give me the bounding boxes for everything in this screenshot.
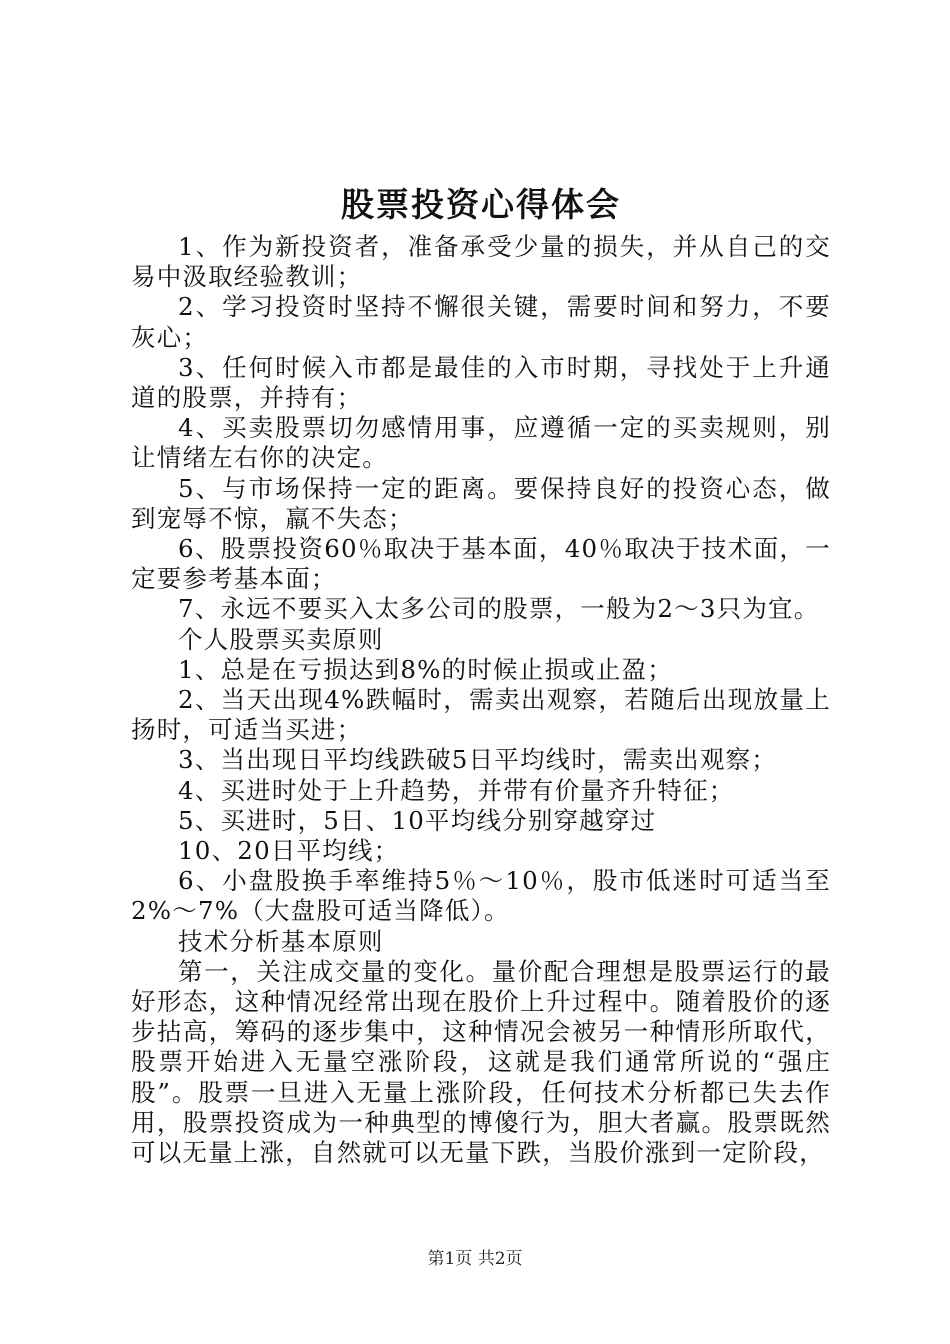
paragraph: 2、学习投资时坚持不懈很关键，需要时间和努力，不要灰心； (131, 292, 831, 352)
paragraph: 3、任何时候入市都是最佳的入市时期，寻找处于上升通道的股票，并持有； (131, 352, 831, 413)
document-page (131, 180, 831, 1168)
page-title: 股票投资心得体会 (341, 185, 621, 224)
paragraph: 4、买卖股票切勿感情用事，应遵循一定的买卖规则，别让情绪左右你的决定。 (131, 413, 831, 473)
paragraph: 7、永远不要买入太多公司的股票，一般为2～3只为宜。 (178, 594, 820, 624)
paragraph: 10、20日平均线； (178, 836, 400, 866)
paragraph: 6、股票投资60％取决于基本面，40％取决于技术面，一定要参考基本面； (131, 534, 831, 594)
paragraph: 第一，关注成交量的变化。量价配合理想是股票运行的最好形态，这种情况经常出现在股价上升过程中。随着股价的逐步拈高，筹码的逐步集中，这种情况会被另一种情形所取代，股票开始进入无量空涨阶段，这就是我们通常所说的“强庄股”。股票一旦进入无量上涨阶段，任何技术分析都已失去作用，股票投资成为一种典型的博傻行为，胆大者赢。股票既然可以无量上涨，自然就可以无量下跌，当股价涨到一定阶段， (131, 956, 831, 1168)
document-body (131, 232, 831, 1168)
paragraph: 2、当天出现4%跌幅时，需卖出观察，若随后出现放量上扬时，可适当买进； (131, 685, 831, 745)
paragraph: 4、买进时处于上升趋势，并带有价量齐升特征； (178, 775, 735, 805)
page-footer: 第1页 共2页 (427, 1249, 523, 1269)
paragraph: 3、当出现日平均线跌破5日平均线时，需卖出观察； (178, 745, 777, 775)
paragraph: 1、作为新投资者，准备承受少量的损失，并从自己的交易中汲取经验教训； (131, 232, 831, 292)
paragraph: 5、与市场保持一定的距离。要保持良好的投资心态，做到宠辱不惊，羸不失态； (131, 473, 831, 533)
paragraph: 5、买进时，5日、10平均线分别穿越穿过 (178, 805, 657, 835)
paragraph: 6、小盘股换手率维持5％～10％，股市低迷时可适当至2%～7%（大盘股可适当降低）。 (131, 866, 831, 926)
paragraph: 技术分析基本原则 (178, 926, 384, 956)
paragraph: 1、总是在亏损达到8%的时候止损或止盈； (178, 654, 673, 684)
paragraph: 个人股票买卖原则 (178, 624, 384, 654)
